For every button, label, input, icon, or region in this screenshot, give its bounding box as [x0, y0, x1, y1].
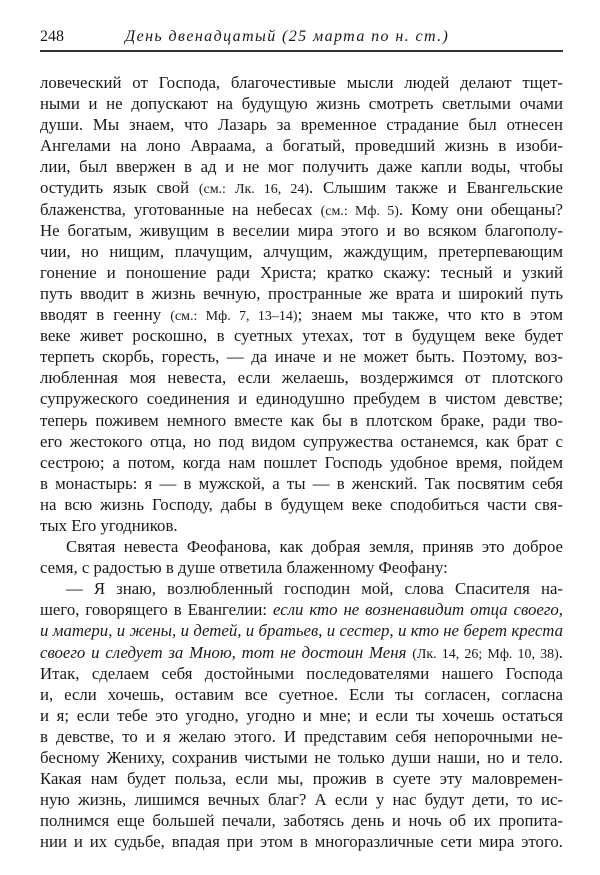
text-line: [40, 726, 563, 747]
scripture-reference: (Лк. 14, 26; Мф. 10, 38): [412, 646, 559, 662]
text-span: нии и их судьбе, впадая при этом в многоразличные сети мира этого.: [40, 832, 563, 852]
text-line: [40, 93, 563, 114]
text-line: [40, 684, 563, 705]
text-line: [40, 642, 563, 663]
text-line: [40, 810, 563, 831]
text-line: [40, 177, 563, 198]
text-span: на всю жизнь Господу, дабы в будущем веке сподобиться части свя-: [40, 494, 563, 514]
text-line: [40, 72, 563, 93]
text-span: лии, был ввержен в ад и не мог получить даже капли воды, чтобы: [40, 157, 563, 177]
text-line: [40, 262, 563, 283]
text-span: Ангелами на лоно Авраама, а богатый, проведший жизнь в изоби-: [40, 136, 563, 156]
body-text: [40, 72, 563, 852]
text-span: вводят в геенну: [40, 305, 171, 325]
text-span: остудить язык свой: [40, 178, 199, 198]
text-line: [40, 663, 563, 684]
text-span: Святая невеста Феофанова, как добрая земля, приняв это доброе: [66, 537, 563, 557]
text-line: [40, 473, 563, 494]
text-span: ; знаем мы также, что кто в этом: [297, 305, 563, 325]
text-line: [40, 325, 563, 346]
text-span: в девстве, то и я желаю этого. И представим себя непорочными не-: [40, 726, 563, 746]
text-span: души. Мы знаем, что Лазарь за временное страдание был отнесен: [40, 115, 563, 135]
text-span: тых Его угодников.: [40, 515, 178, 535]
text-line: [40, 346, 563, 367]
text-line: [40, 283, 563, 304]
header-rule: [40, 50, 563, 52]
italic-quote: и матери, и жены, и детей, и братьев, и сестер, и кто не берет креста: [40, 621, 563, 641]
text-span: терпеть скорбь, горесть, — да иначе и не может быть. Поэтому, воз-: [40, 347, 563, 367]
text-span: сестрою; а потом, когда нам пошлет Господь удобное время, пойдем: [40, 452, 563, 472]
text-line: [40, 705, 563, 726]
text-span: чии, но нищим, плачущим, алчущим, жаждущим, претерпевающим: [40, 241, 563, 261]
text-span: теперь поживем немного вместе как бы в плотском браке, ради тво-: [40, 410, 563, 430]
text-line: [40, 789, 563, 810]
text-line: [40, 494, 563, 515]
running-title: День двенадцатый (25 марта по н. ст.): [125, 28, 450, 45]
text-span: .: [558, 642, 563, 662]
text-span: гонение и поношение ради Христа; кратко скажу: тесный и узкий: [40, 262, 563, 282]
text-span: полнимся еще большей печали, заботясь день и ночь об их пропита-: [40, 811, 563, 831]
text-span: его жестокого отца, но под видом супружества останемся, как брат с: [40, 431, 563, 451]
text-line: [40, 599, 563, 620]
page-number: 248: [40, 28, 64, 45]
text-span: супружеского соединения и единодушно пребудем в чистом девстве;: [40, 389, 563, 409]
text-span: шего, говорящего в Евангелии:: [40, 600, 274, 620]
text-span: Не богатым, живущим в веселии мира этого и во всяком благополу-: [40, 220, 563, 240]
text-span: бесному Жениху, сохранив чистыми не только души наши, но и тело.: [40, 748, 563, 767]
text-span: Итак, сделаем себя достойными последователями нашего Господа: [40, 663, 563, 683]
text-span: Какая нам будет польза, если мы, прожив в суете эту маловремен-: [40, 769, 563, 789]
text-span: и я; если тебе это угодно, угодно и мне; и если ты хочешь остаться: [40, 705, 563, 725]
text-line: [40, 410, 563, 431]
text-line: [40, 220, 563, 241]
text-line: [40, 388, 563, 409]
paragraph: [40, 578, 563, 852]
scripture-reference: (см.: Мф. 7, 13–14): [170, 309, 298, 325]
text-span: . Слышим также и Евангельские: [309, 178, 563, 198]
text-span: веке живет роскошно, в суетных утехах, тот в будущем веке будет: [40, 326, 563, 346]
italic-quote: если кто не возненавидит отца своего,: [273, 600, 563, 620]
text-span: ными и не допускают на будущую жизнь смотреть светлыми очами: [40, 94, 563, 114]
text-line: [40, 536, 563, 557]
text-span: ловеческий от Господа, благочестивые мысли людей делают тщет-: [40, 73, 563, 92]
text-line: [40, 620, 563, 641]
text-line: [40, 515, 563, 536]
text-line: [40, 431, 563, 452]
text-span: и, если хочешь, оставим все суетное. Если ты согласен, согласна: [40, 684, 563, 704]
text-span: путь вводит в жизнь вечную, пространные же врата и широкий путь: [40, 283, 563, 303]
text-line: [40, 557, 563, 578]
text-span: любленная моя невеста, если желаешь, воздержимся от плотского: [40, 368, 563, 388]
text-span: в монастырь: я — в мужской, а ты — в женский. Так посвятим себя: [40, 473, 563, 493]
text-line: [40, 452, 563, 473]
text-line: [40, 831, 563, 852]
text-line: [40, 578, 563, 599]
text-span: ную жизнь, лишимся вечных благ? А если у нас будут дети, то ис-: [40, 790, 563, 810]
text-line: [40, 304, 563, 325]
paragraph: [40, 72, 563, 536]
scripture-reference: (см.: Лк. 16, 24): [198, 182, 310, 198]
italic-quote: своего и следует за Мною, тот не достоин Меня: [40, 642, 407, 662]
paragraph: [40, 536, 563, 578]
text-span: семя, с радостью в душе ответила блаженному Феофану:: [40, 558, 448, 578]
text-line: [40, 135, 563, 156]
text-line: [40, 114, 563, 135]
text-span: блаженства, уготованные на небесах: [40, 199, 321, 219]
text-span: — Я знаю, возлюбленный господин мой, слова Спасителя на-: [66, 579, 563, 599]
text-line: [40, 747, 563, 768]
text-line: [40, 156, 563, 177]
text-line: [40, 367, 563, 388]
text-span: . Кому они обещаны?: [398, 199, 563, 219]
text-line: [40, 241, 563, 262]
text-line: [40, 199, 563, 220]
scripture-reference: (см.: Мф. 5): [320, 203, 399, 219]
running-header: [40, 28, 563, 48]
text-line: [40, 768, 563, 789]
